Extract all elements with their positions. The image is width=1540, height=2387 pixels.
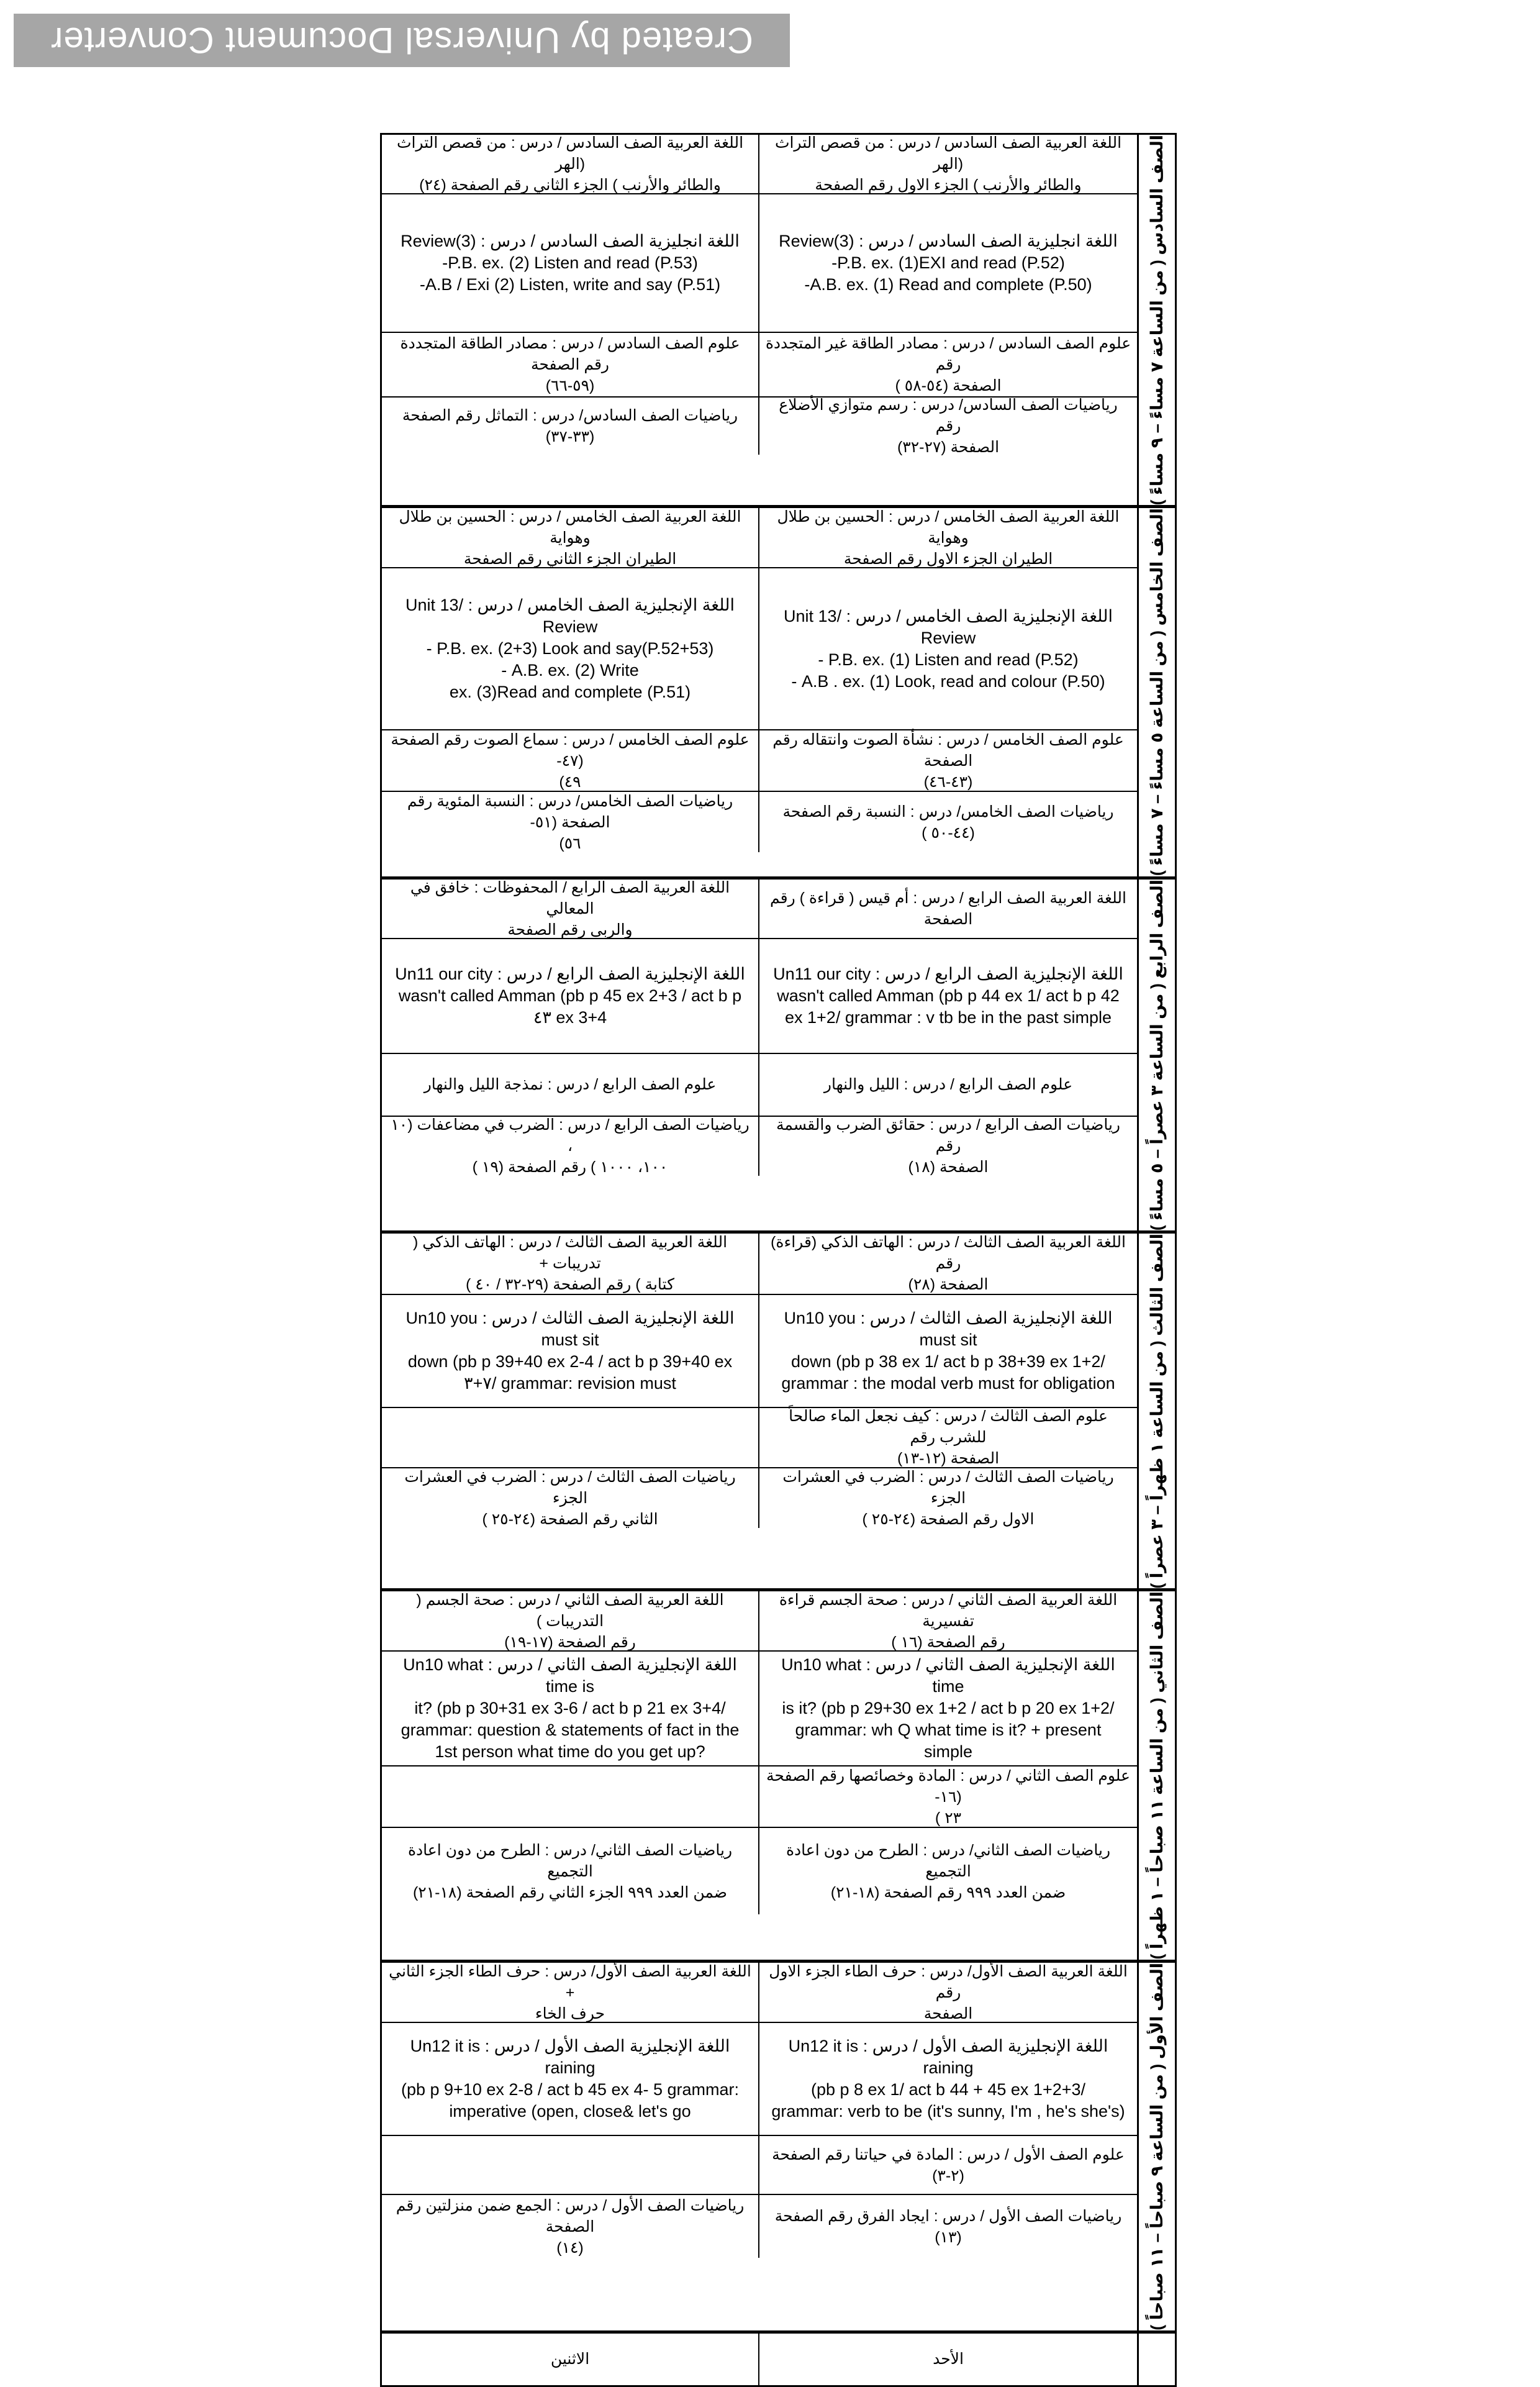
weekly-schedule-table [380,133,1177,2387]
converter-watermark-banner [14,14,790,67]
grade-group [382,508,1175,879]
monday-lesson-cell: اللغة انجليزية الصف السادس / درس : Review(3) P.B. ex. (2) Listen and read (P.53)- A.B / Exi (2) Listen, write and say (P.51)- [382,194,759,332]
monday-lesson-cell: رياضيات الصف الثالث / درس : الضرب في العشرات الجزء الثاني رقم الصفحة (٢٤-٢٥ ) [382,1468,759,1528]
sunday-lesson-cell: علوم الصف الرابع / درس : الليل والنهار [823,1076,1073,1094]
sunday-lesson-cell: اللغة العربية الصف الخامس / درس : الحسين بن طلال وهواية الطيران الجزء الاول رقم الصفحة [777,507,1120,568]
sunday-lesson-cell: رياضيات الصف الثاني/ درس : الطرح من دون اعادة التجميع ضمن العدد ٩٩٩ رقم الصفحة (١٨-٢١) [786,1841,1111,1901]
monday-lesson-cell [382,2136,759,2194]
sunday-lesson-cell: اللغة الإنجليزية الصف الثالث / درس : Un10 you must sit /down (pb p 38 ex 1/ act b p 38+39 ex 1+2 grammar : the modal verb must for obligation [781,1308,1115,1393]
monday-lesson-cell: رياضيات الصف الثاني/ درس : الطرح من دون اعادة التجميع ضمن العدد ٩٩٩ الجزء الثاني رقم الصفحة (١٨-٢١) [382,1828,759,1914]
sunday-lesson-cell: علوم الصف السادس / درس : مصادر الطاقة غير المتجددة رقم الصفحة (٥٤-٥٨ ) [765,335,1131,394]
monday-lesson-cell: رياضيات الصف السادس/ درس : التماثل رقم الصفحة (٣٣-٣٧) [382,398,759,455]
lesson-row-english [382,2023,1137,2136]
lesson-row-math [382,1117,1137,1176]
grade-group [382,1591,1175,1963]
grade-time-label [1137,880,1175,1230]
lesson-row-science [382,1054,1137,1117]
monday-lesson-cell: علوم الصف الخامس / درس : سماع الصوت رقم الصفحة (٤٧- ٤٩) [382,730,759,791]
sunday-lesson-cell: اللغة الإنجليزية الصف الخامس / درس : Unit 13/ Review P.B. ex. (1) Listen and read (P.52) - A.B . ex. (1) Look, read and colour (P.50) - [784,606,1113,691]
monday-lesson-cell: اللغة الإنجليزية الصف الثاني / درس : Un10 what time is /it? (pb p 30+31 ex 3-6 / act b p 21 ex 3+4 grammar: question & statements of fact in the ?1st person what time do you get up [382,1652,759,1765]
lesson-row-science [382,1766,1137,1828]
lesson-row-english [382,194,1137,333]
sunday-lesson-cell: رياضيات الصف الثالث / درس : الضرب في العشرات الجزء الاول رقم الصفحة (٢٤-٢٥ ) [782,1468,1114,1528]
monday-lesson-cell: اللغة العربية الصف الثالث / درس : الهاتف الذكي ( تدريبات + كتابة ) رقم الصفحة (٢٩-٣٢ / ٤٠ ) [382,1234,759,1294]
lesson-row-english [382,1295,1137,1408]
grade-time-label [1137,1234,1175,1589]
lesson-row-arabic [382,508,1137,568]
lesson-row-arabic [382,1234,1137,1295]
grade-label-text: الصف الخامس ( من الساعة ٥ مساءً – ٧ مساءً ) [1148,508,1166,876]
grade-time-label [1137,1963,1175,2330]
sunday-lesson-cell: رياضيات الصف الخامس/ درس : النسبة رقم الصفحة (٤٤-٥٠ ) [782,802,1114,842]
grade-label-text: الصف الثالث ( من الساعة ١ ظهراً – ٣ عصراً ) [1148,1233,1166,1589]
monday-lesson-cell [382,1766,759,1827]
grade-group [382,1234,1175,1592]
sunday-lesson-cell: رياضيات الصف الأول / درس : ايجاد الفرق رقم الصفحة (١٣) [774,2207,1122,2246]
lesson-row-arabic [382,1591,1137,1652]
day-sunday: الأحد [933,2350,964,2368]
empty-corner-cell [1137,2334,1175,2385]
sunday-lesson-cell: اللغة الإنجليزية الصف الثاني / درس : Un10 what time /is it? (pb p 29+30 ex 1+2 / act b p 20 ex 1+2 grammar: wh Q what time is it? + present simple [781,1655,1115,1762]
lesson-row-science [382,333,1137,398]
grade-label-text: الصف الأول ( من الساعة ٩ صباحاً – ١١ صباحاً ) [1148,1963,1166,2330]
grade-time-label [1137,508,1175,876]
grade-label-text: الصف السادس ( من الساعة ٧ مساءً – ٩ مساءً ) [1148,135,1166,506]
sunday-lesson-cell: اللغة الإنجليزية الصف الرابع / درس : Un11 our city wasn't called Amman (pb p 44 ex 1/ act b p 42 ex 1+2/ grammar : v tb be in the past simple [773,964,1123,1027]
grade-group [382,1963,1175,2334]
monday-lesson-cell: اللغة الإنجليزية الصف الثالث / درس : Un10 you must sit down (pb p 39+40 ex 2-4 / act b p 39+40 ex grammar: revision must /٧+٣ [382,1295,759,1407]
day-monday: الاثنين [382,2334,759,2385]
monday-lesson-cell: اللغة الإنجليزية الصف الرابع / درس : Un11 our city wasn't called Amman (pb p 45 ex 2+3 / act b p ex 3+4 ٤٣ [382,939,759,1053]
sunday-lesson-cell: اللغة العربية الصف السادس / درس : من قصص التراث (الهر والطائر والأرنب ) الجزء الاول رقم الصفحة [774,134,1122,194]
grade-label-text: الصف الثاني ( من الساعة ١١ صباحاً – ١ ظهراً ) [1148,1591,1166,1960]
sunday-lesson-cell: اللغة العربية الصف الأول/ درس : حرف الطاء الجزء الاول رقم الصفحة [769,1962,1128,2022]
lesson-row-science [382,2136,1137,2195]
monday-lesson-cell: رياضيات الصف الأول / درس : الجمع ضمن منزلتين رقم الصفحة (١٤) [382,2195,759,2258]
grade-label-text: الصف الرابع ( من الساعة ٣ عصراً – ٥ مساءً ) [1148,879,1166,1230]
lesson-row-arabic [382,880,1137,939]
lesson-row-english [382,1652,1137,1766]
sunday-lesson-cell: اللغة العربية الصف الثالث / درس : الهاتف الذكي (قراءة) رقم الصفحة (٢٨) [771,1234,1126,1294]
lesson-row-english [382,568,1137,730]
monday-lesson-cell: اللغة الإنجليزية الصف الأول / درس : Un12 it is raining :pb p 9+10 ex 2-8 / act b 45 ex 4- 5 grammar) imperative (open, close& let's go [382,2023,759,2135]
monday-lesson-cell: رياضيات الصف الرابع / درس : الضرب في مضاعفات (١٠ ، ١٠٠، ١٠٠٠ ) رقم الصفحة (١٩ ) [382,1117,759,1176]
monday-lesson-cell: علوم الصف الرابع / درس : نمذجة الليل والنهار [382,1054,759,1116]
lesson-row-arabic [382,1963,1137,2023]
sunday-lesson-cell: رياضيات الصف الرابع / درس : حقائق الضرب والقسمة رقم الصفحة (١٨) [776,1116,1120,1176]
lesson-row-arabic [382,135,1137,194]
lesson-row-math [382,2195,1137,2258]
grade-time-label [1137,1591,1175,1960]
lesson-row-math [382,792,1137,852]
lesson-row-english [382,939,1137,1054]
sunday-lesson-cell: علوم الصف الثالث / درس : كيف نجعل الماء صالحاً للشرب رقم الصفحة (١٢-١٣) [789,1407,1108,1468]
sunday-lesson-cell: علوم الصف الثاني / درس : المادة وخصائصها رقم الصفحة (١٦- ٢٣ ) [766,1766,1130,1827]
monday-lesson-cell: اللغة الإنجليزية الصف الخامس / درس : Unit 13/ Review P.B. ex. (2+3) Look and say(P.52+53) - A.B. ex. (2) Write - ex. (3)Read and complete (P.51) [382,568,759,729]
grade-time-label [1137,135,1175,505]
lesson-row-science [382,1408,1137,1468]
monday-lesson-cell: اللغة العربية الصف السادس / درس : من قصص التراث (الهر والطائر والأرنب ) الجزء الثاني رقم الصفحة (٢٤) [382,135,759,193]
grade-group [382,135,1175,508]
lesson-row-science [382,730,1137,792]
lesson-row-math [382,1468,1137,1528]
grade-group [382,880,1175,1234]
monday-lesson-cell: علوم الصف السادس / درس : مصادر الطاقة المتجددة رقم الصفحة (٥٩-٦٦) [382,333,759,396]
monday-lesson-cell [382,1408,759,1467]
day-header-row [382,2334,1175,2385]
sunday-lesson-cell: علوم الصف الأول / درس : المادة في حياتنا رقم الصفحة (٢-٣) [772,2145,1125,2185]
sunday-lesson-cell: اللغة العربية الصف الرابع / درس : أم قيس ( قراءة ) رقم الصفحة [770,889,1126,928]
sunday-lesson-cell: اللغة انجليزية الصف السادس / درس : Review(3) P.B. ex. (1)EXI and read (P.52)- A.B. ex. (1) Read and complete (P.50)- [779,232,1118,294]
lesson-row-math [382,398,1137,455]
sunday-lesson-cell: اللغة العربية الصف الثاني / درس : صحة الجسم قراءة تفسيرية رقم الصفحة (١٦ ) [779,1591,1118,1651]
monday-lesson-cell: رياضيات الصف الخامس/ درس : النسبة المئوية رقم الصفحة (٥١- ٥٦) [382,792,759,852]
monday-lesson-cell: اللغة العربية الصف الخامس / درس : الحسين بن طلال وهواية الطيران الجزء الثاني رقم الصفحة [382,508,759,567]
sunday-lesson-cell: علوم الصف الخامس / درس : نشأة الصوت وانتقاله رقم الصفحة (٤٣-٤٦) [772,730,1124,791]
lesson-row-math [382,1828,1137,1914]
monday-lesson-cell: اللغة العربية الصف الثاني / درس : صحة الجسم ( التدريبات ) رقم الصفحة (١٧-١٩) [382,1591,759,1650]
monday-lesson-cell: اللغة العربية الصف الأول/ درس : حرف الطاء الجزء الثاني + حرف الخاء [382,1963,759,2022]
watermark-text: Created by Universal Document Converter [50,20,753,61]
sunday-lesson-cell: رياضيات الصف السادس/ درس : رسم متوازي الأضلاع رقم الصفحة (٢٧-٣٢) [779,396,1118,456]
monday-lesson-cell: اللغة العربية الصف الرابع / المحفوظات : خافق في المعالي والربى رقم الصفحة [382,880,759,938]
sunday-lesson-cell: اللغة الإنجليزية الصف الأول / درس : Un12 it is raining /pb p 8 ex 1/ act b 44 + 45 ex 1+2+3) grammar: verb to be (it's sunny, I'm , he's she's) [771,2037,1125,2121]
